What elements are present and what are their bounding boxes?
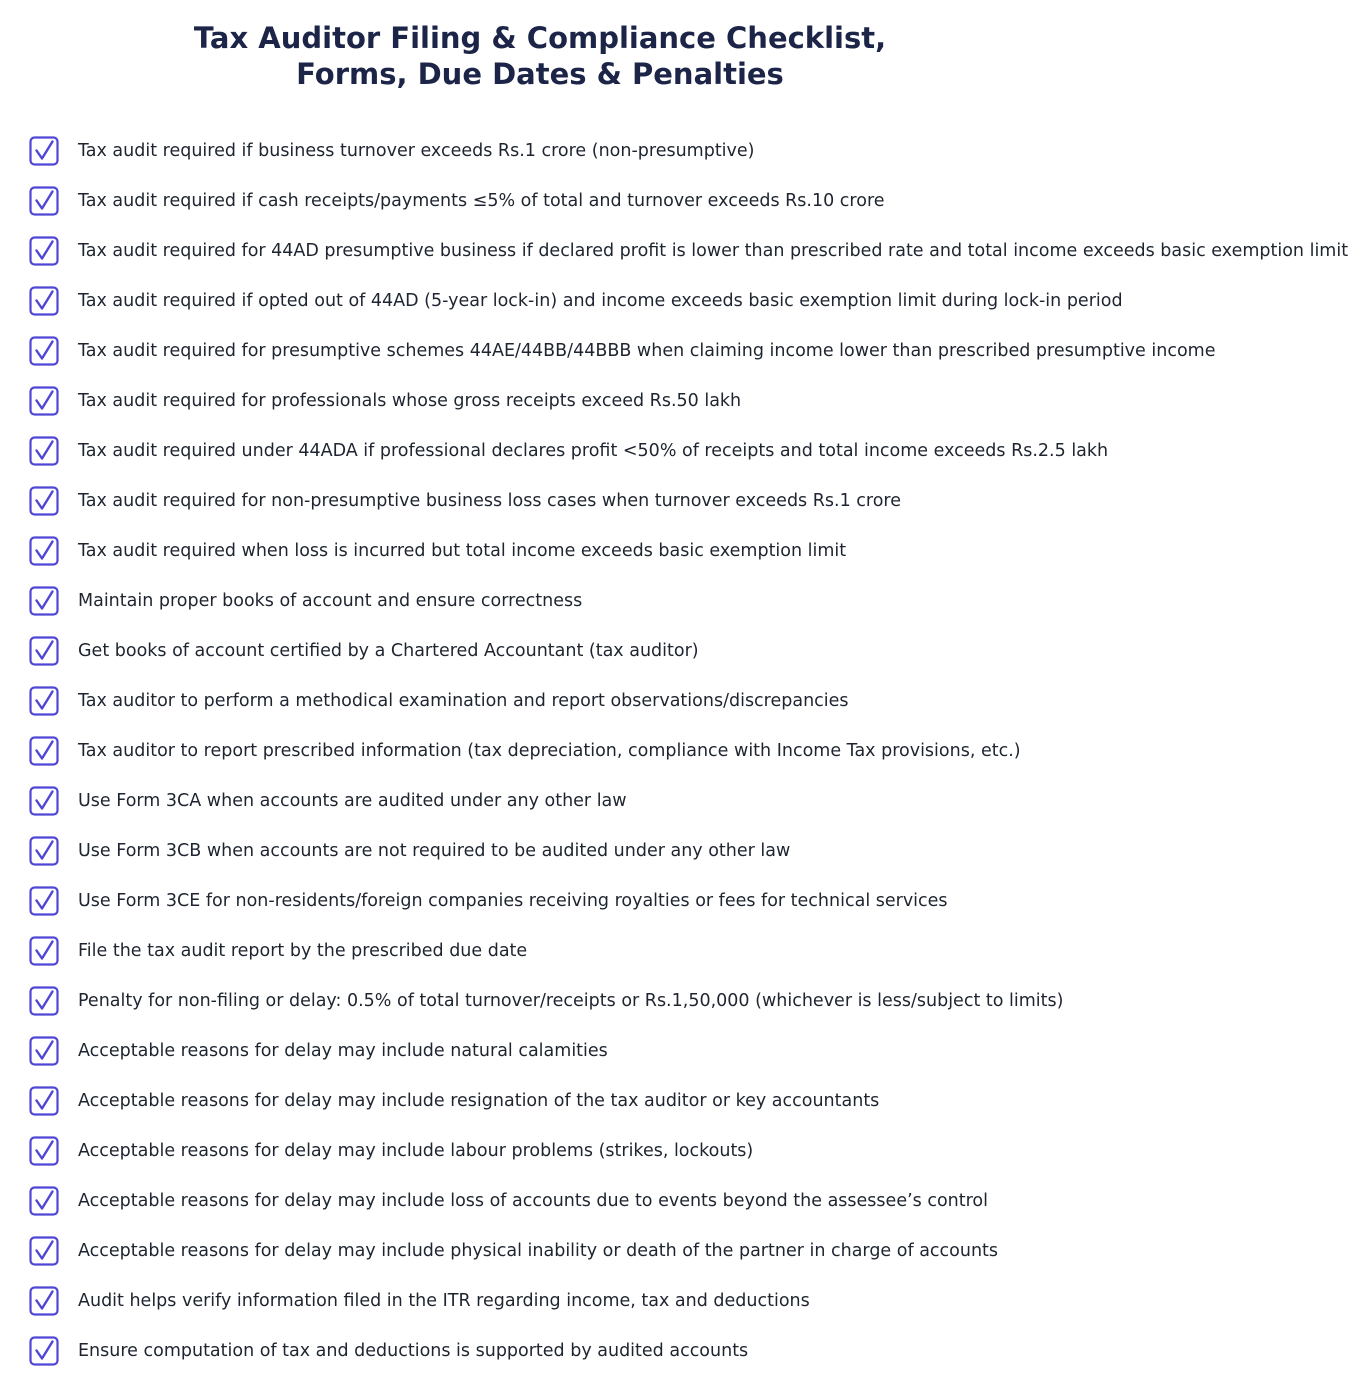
checkbox-checked-icon[interactable] [29, 336, 59, 366]
checklist-item-label: Tax audit required for presumptive schemes 44AE/44BB/44BBB when claiming income lower than prescribed presumptive income [78, 341, 1216, 361]
checklist-item [0, 426, 1109, 476]
checkbox-checked-icon[interactable] [29, 936, 59, 966]
checklist-item [0, 926, 1080, 976]
checklist-item [0, 1026, 1080, 1076]
checklist-item-label: Tax audit required when loss is incurred but total income exceeds basic exemption limit [78, 541, 847, 561]
checklist-item [0, 726, 1080, 776]
checkbox-checked-icon[interactable] [29, 186, 59, 216]
checkbox-checked-icon[interactable] [29, 986, 59, 1016]
checklist-item-label: Ensure computation of tax and deductions is supported by audited accounts [78, 1341, 749, 1361]
checkbox-checked-icon[interactable] [29, 786, 59, 816]
checklist-item [0, 576, 1080, 626]
checklist-item-label: Tax auditor to report prescribed information (tax depreciation, compliance with Income Tax provisions, etc.) [78, 741, 1021, 761]
checkbox-checked-icon[interactable] [29, 486, 59, 516]
checklist-item-label: Acceptable reasons for delay may include physical inability or death of the partner in charge of accounts [78, 1241, 999, 1261]
checklist-item [0, 376, 1080, 426]
checklist-item [0, 776, 1080, 826]
checklist-item [0, 1126, 1080, 1176]
checklist-item-label: Acceptable reasons for delay may include resignation of the tax auditor or key accountants [78, 1091, 880, 1111]
checkbox-checked-icon[interactable] [29, 1236, 59, 1266]
checklist-item-label: Tax audit required for 44AD presumptive business if declared profit is lower than prescribed rate and total income exceeds basic exemption limit [78, 241, 1348, 261]
checklist-item-label: Tax audit required if opted out of 44AD (5-year lock-in) and income exceeds basic exemption limit during lock-in period [78, 291, 1123, 311]
checklist-item [0, 1226, 1080, 1276]
checkbox-checked-icon[interactable] [29, 686, 59, 716]
checklist-item [0, 826, 1080, 876]
checklist-item [0, 626, 1080, 676]
checkbox-checked-icon[interactable] [29, 236, 59, 266]
checkbox-checked-icon[interactable] [29, 1086, 59, 1116]
checklist-item [0, 226, 1348, 276]
checklist-item-label: Tax audit required for non-presumptive business loss cases when turnover exceeds Rs.1 crore [78, 491, 901, 511]
checklist-item [0, 676, 1080, 726]
checklist-item-label: Acceptable reasons for delay may include labour problems (strikes, lockouts) [78, 1141, 754, 1161]
checklist-item-label: Penalty for non-filing or delay: 0.5% of total turnover/receipts or Rs.1,50,000 (whichever is less/subject to limits) [78, 991, 1064, 1011]
checklist-item-label: Get books of account certified by a Chartered Accountant (tax auditor) [78, 641, 699, 661]
checkbox-checked-icon[interactable] [29, 1136, 59, 1166]
checkbox-checked-icon[interactable] [29, 886, 59, 916]
checklist-item [0, 126, 1080, 176]
checkbox-checked-icon[interactable] [29, 1186, 59, 1216]
title-line-2: Forms, Due Dates & Penalties [296, 57, 784, 91]
checkbox-checked-icon[interactable] [29, 386, 59, 416]
checklist-item [0, 526, 1080, 576]
checklist-item-label: Acceptable reasons for delay may include loss of accounts due to events beyond the assessee’s control [78, 1191, 988, 1211]
checkbox-checked-icon[interactable] [29, 636, 59, 666]
checklist-item [0, 1076, 1080, 1126]
checklist-item [0, 976, 1080, 1026]
checkbox-checked-icon[interactable] [29, 1336, 59, 1366]
checkbox-checked-icon[interactable] [29, 286, 59, 316]
checklist-item-label: Tax audit required under 44ADA if professional declares profit <50% of receipts and total income exceeds Rs.2.5 lakh [78, 441, 1109, 461]
checklist-item [0, 1276, 1080, 1326]
checkbox-checked-icon[interactable] [29, 1286, 59, 1316]
checklist-item-label: Tax auditor to perform a methodical examination and report observations/discrepancies [78, 691, 849, 711]
checkbox-checked-icon[interactable] [29, 136, 59, 166]
checklist-item-label: Acceptable reasons for delay may include natural calamities [78, 1041, 608, 1061]
checkbox-checked-icon[interactable] [29, 736, 59, 766]
checkbox-checked-icon[interactable] [29, 436, 59, 466]
checklist-item [0, 476, 1080, 526]
checkbox-checked-icon[interactable] [29, 836, 59, 866]
checkbox-checked-icon[interactable] [29, 1036, 59, 1066]
checklist-item-label: Use Form 3CA when accounts are audited under any other law [78, 791, 627, 811]
checklist-item-label: Use Form 3CB when accounts are not required to be audited under any other law [78, 841, 791, 861]
checklist-item [0, 326, 1216, 376]
page-title [0, 20, 1080, 92]
checkbox-checked-icon[interactable] [29, 536, 59, 566]
checklist-item-label: Tax audit required for professionals whose gross receipts exceed Rs.50 lakh [78, 391, 742, 411]
checklist-item [0, 1326, 1080, 1376]
checklist-item-label: Maintain proper books of account and ensure correctness [78, 591, 583, 611]
checklist-item [0, 876, 1080, 926]
checkbox-checked-icon[interactable] [29, 586, 59, 616]
checklist-item [0, 1176, 1080, 1226]
checklist-item-label: File the tax audit report by the prescribed due date [78, 941, 528, 961]
title-line-1: Tax Auditor Filing & Compliance Checklist, [193, 21, 887, 55]
checklist-item [0, 276, 1123, 326]
checklist-item-label: Tax audit required if cash receipts/payments ≤5% of total and turnover exceeds Rs.10 crore [78, 191, 885, 211]
checklist-item [0, 176, 1080, 226]
checklist-item-label: Tax audit required if business turnover exceeds Rs.1 crore (non-presumptive) [78, 141, 755, 161]
checklist-item-label: Use Form 3CE for non-residents/foreign companies receiving royalties or fees for technical services [78, 891, 948, 911]
checklist [0, 126, 1348, 1376]
checklist-item-label: Audit helps verify information filed in the ITR regarding income, tax and deductions [78, 1291, 810, 1311]
